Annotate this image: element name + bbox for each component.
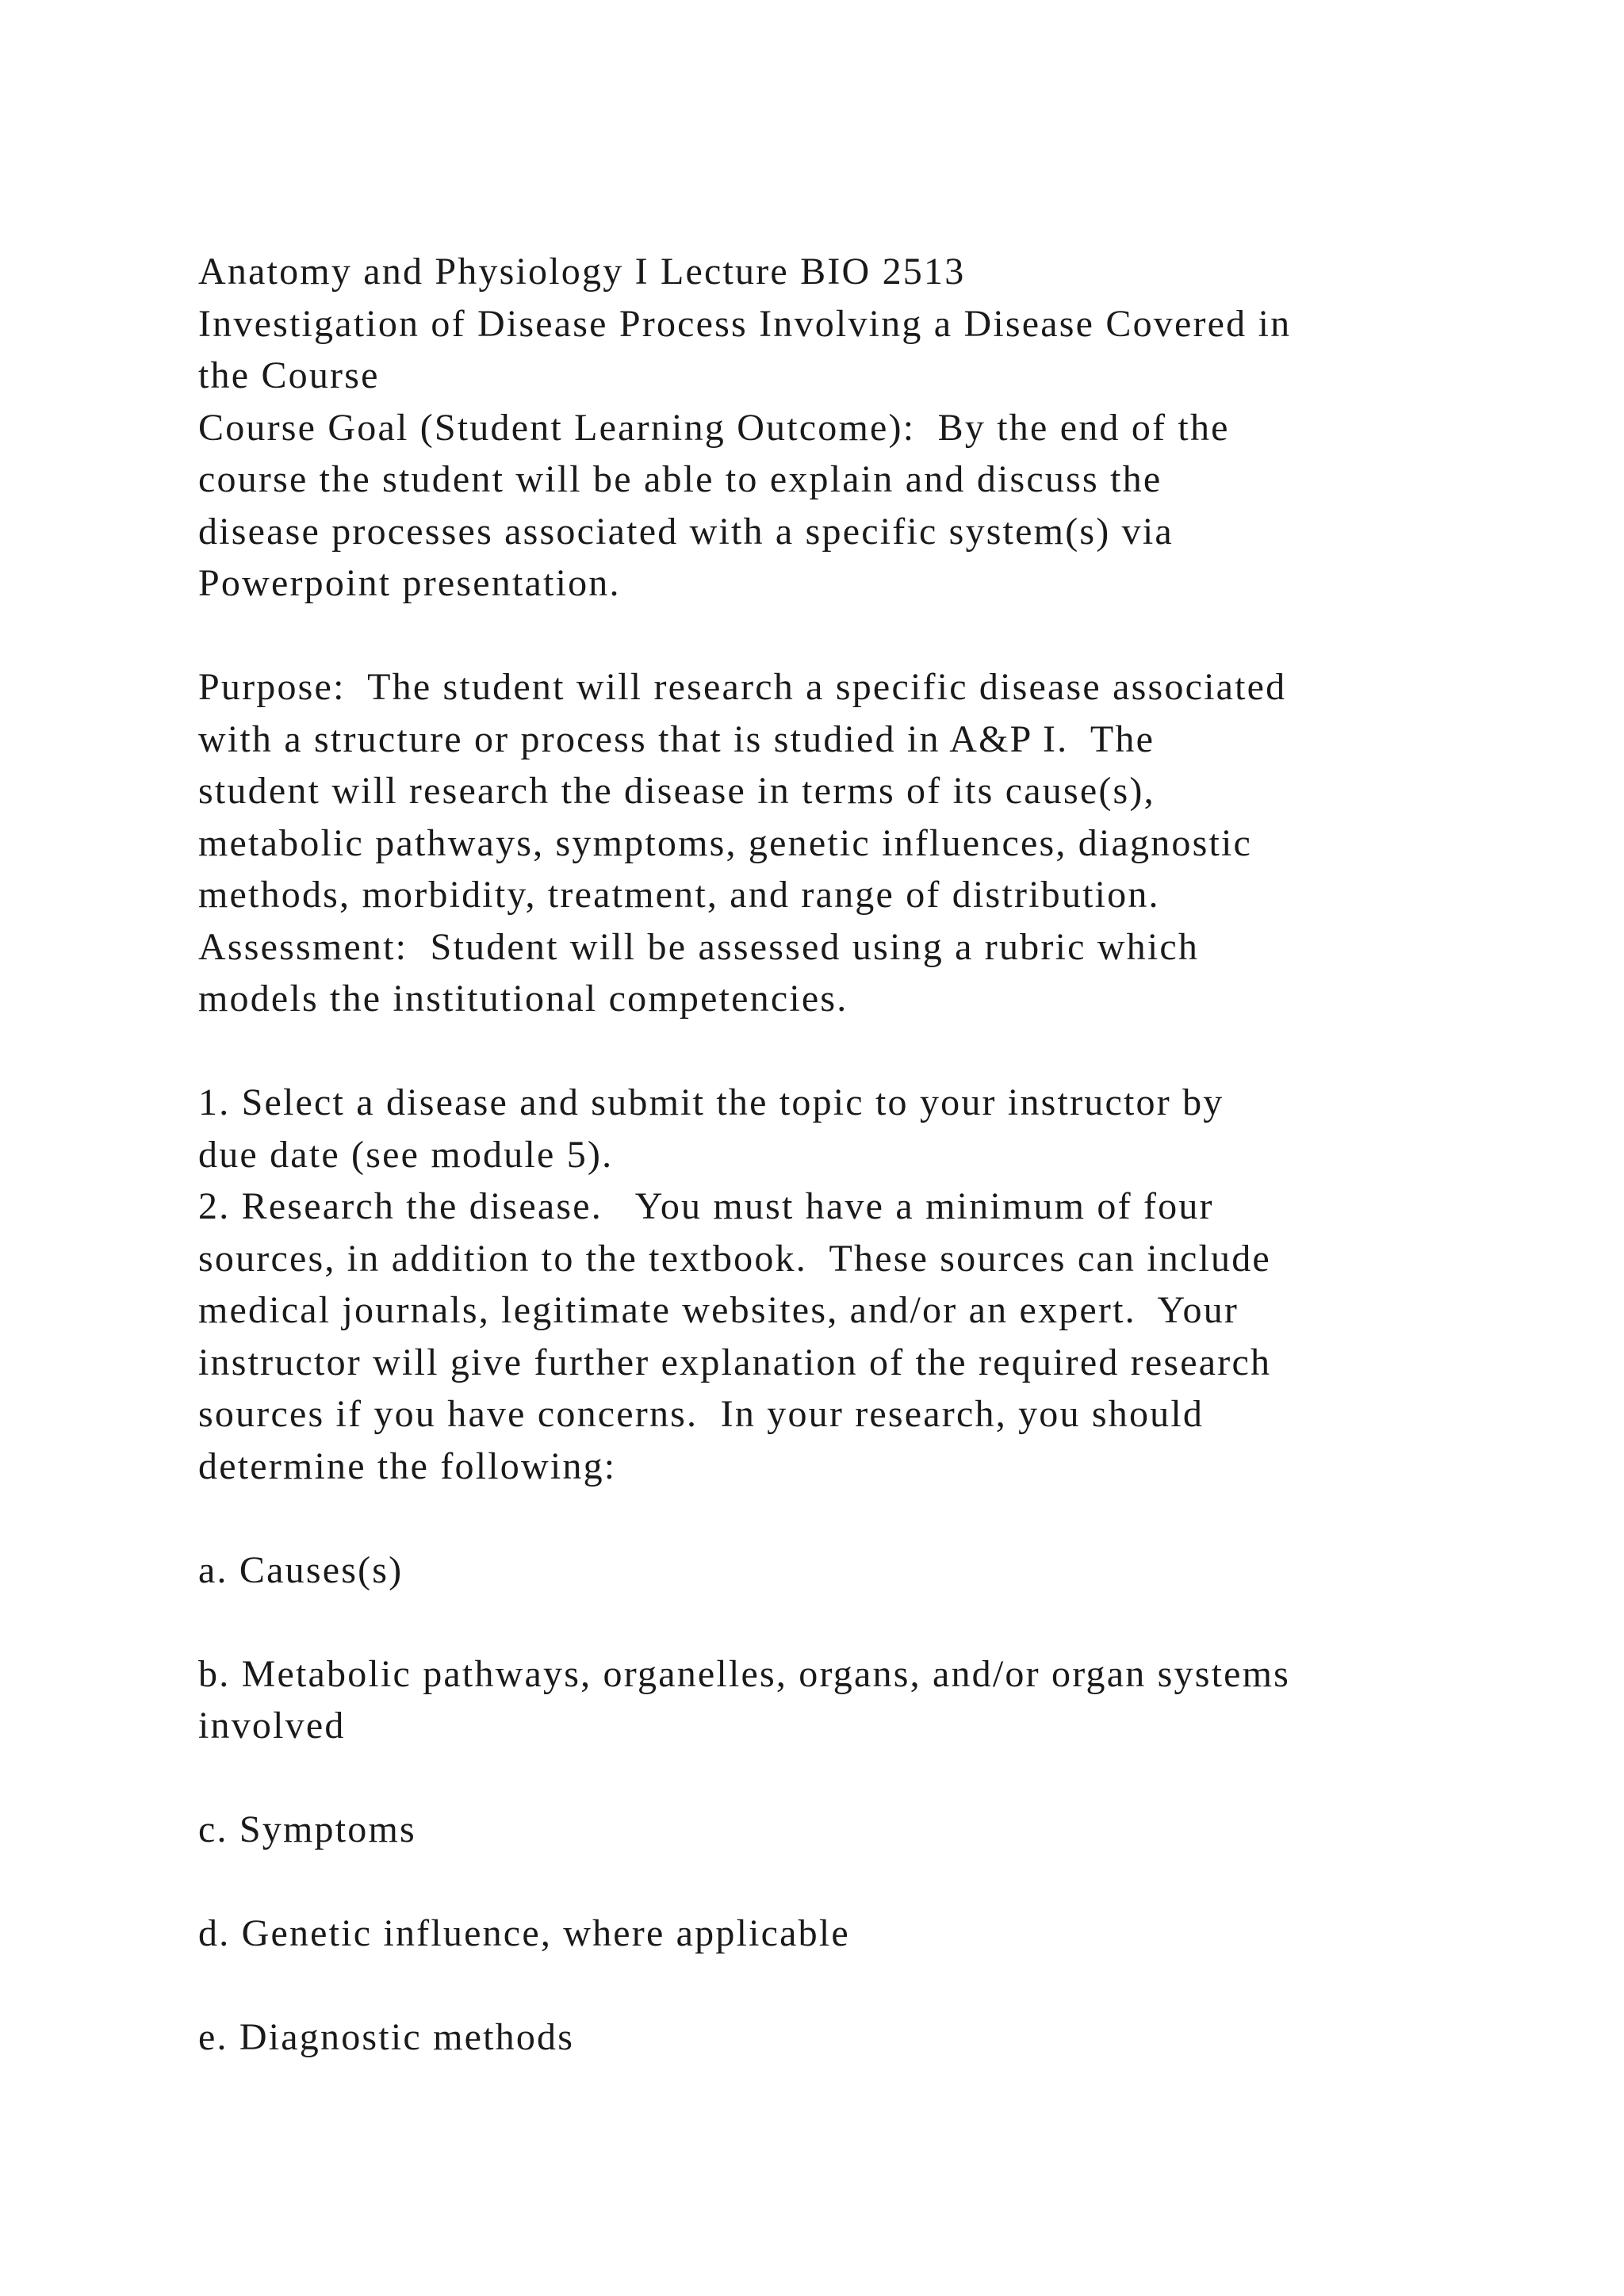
assessment-line: models the institutional competencies. [198,978,848,1020]
paragraph-spacer [198,1960,1546,2012]
purpose-line: methods, morbidity, treatment, and range of distribution. [198,874,1160,916]
step-2-line: determine the following: [198,1445,617,1487]
step-2-line: sources, in addition to the textbook. These sources can include [198,1237,1271,1280]
subtitle-line: Investigation of Disease Process Involving a Disease Covered in [198,302,1292,345]
step-2-line: sources if you have concerns. In your research, you should [198,1393,1205,1435]
paragraph-spacer [198,1752,1546,1804]
step-1-line: 1. Select a disease and submit the topic to your instructor by [198,1081,1224,1123]
course-goal-line: disease processes associated with a specific system(s) via [198,510,1174,553]
document-body [198,246,1546,2064]
list-item-d: d. Genetic influence, where applicable [198,1912,850,1954]
course-goal-line: Course Goal (Student Learning Outcome): By the end of the [198,406,1230,449]
paragraph-spacer [198,1596,1546,1648]
purpose-line: with a structure or process that is studied in A&P I. The [198,718,1155,760]
paragraph-spacer [198,1492,1546,1544]
assessment-line: Assessment: Student will be assessed using a rubric which [198,925,1200,968]
paragraph-spacer [198,610,1546,662]
paragraph-spacer [198,1856,1546,1908]
document-title: Anatomy and Physiology I Lecture BIO 2513 [198,251,966,293]
paragraph-spacer [198,1025,1546,1077]
step-2-line: 2. Research the disease. You must have a minimum of four [198,1185,1214,1227]
step-2-line: instructor will give further explanation of the required research [198,1341,1272,1383]
step-1-line: due date (see module 5). [198,1133,614,1176]
purpose-line: metabolic pathways, symptoms, genetic influences, diagnostic [198,821,1253,864]
course-goal-line: course the student will be able to explain and discuss the [198,458,1162,500]
list-item-b: b. Metabolic pathways, organelles, organs, and/or organ systems [198,1652,1291,1695]
list-item-e: e. Diagnostic methods [198,2016,575,2058]
purpose-line: Purpose: The student will research a specific disease associated [198,666,1287,708]
step-2-line: medical journals, legitimate websites, and/or an expert. Your [198,1289,1239,1331]
subtitle-line: the Course [198,354,380,396]
purpose-line: student will research the disease in terms of its cause(s), [198,770,1155,812]
course-goal-line: Powerpoint presentation. [198,562,621,604]
list-item-b: involved [198,1705,346,1747]
list-item-a: a. Causes(s) [198,1548,404,1591]
list-item-c: c. Symptoms [198,1808,416,1850]
